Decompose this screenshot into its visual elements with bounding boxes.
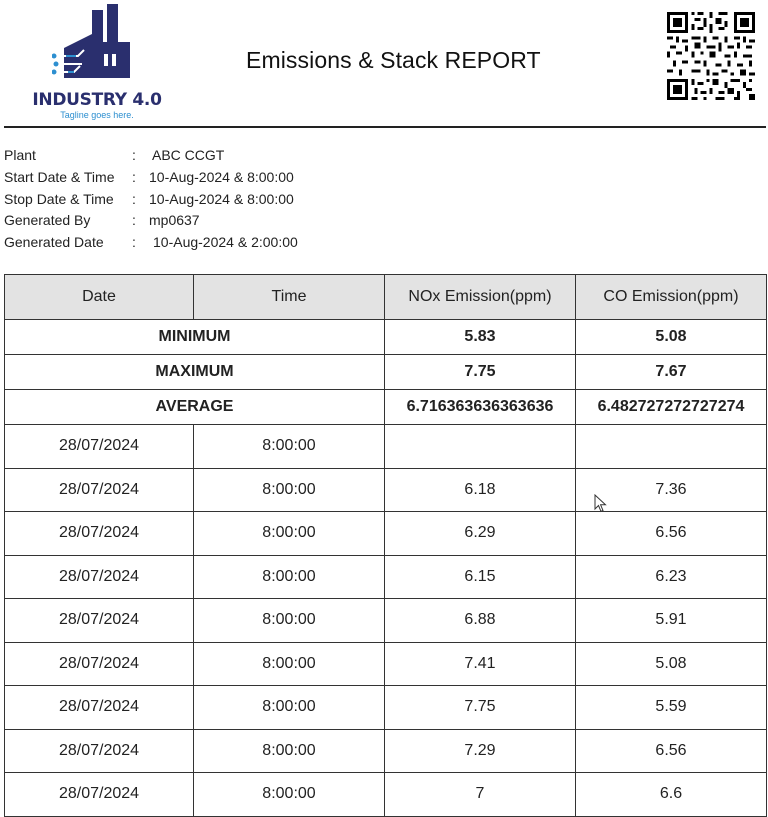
stat-row-average	[5, 390, 767, 425]
cell-time: 8:00:00	[194, 729, 385, 773]
table-row	[5, 773, 767, 817]
cell-nox: 6.15	[385, 555, 576, 599]
cell-date: 28/07/2024	[5, 468, 194, 512]
meta-colon: :	[132, 234, 136, 251]
table-row	[5, 686, 767, 730]
stat-nox-value: 6.716363636363636	[385, 390, 576, 425]
meta-colon: :	[132, 190, 136, 207]
stat-row-minimum	[5, 320, 767, 355]
cell-co: 6.23	[576, 555, 767, 599]
table-header-row	[5, 275, 767, 320]
meta-value: 10-Aug-2024 & 2:00:00	[153, 234, 298, 251]
meta-value: 10-Aug-2024 & 8:00:00	[149, 168, 294, 185]
meta-colon: :	[132, 168, 136, 185]
meta-colon: :	[132, 212, 136, 229]
brand-tagline: Tagline goes here.	[60, 110, 134, 120]
meta-value: 10-Aug-2024 & 8:00:00	[149, 190, 294, 207]
stat-label: AVERAGE	[5, 390, 385, 425]
cell-time: 8:00:00	[194, 773, 385, 817]
cell-nox: 7	[385, 773, 576, 817]
cell-co: 7.36	[576, 468, 767, 512]
cell-co: 5.91	[576, 599, 767, 643]
stat-co-value: 7.67	[576, 355, 767, 390]
cell-date: 28/07/2024	[5, 512, 194, 556]
cell-date: 28/07/2024	[5, 599, 194, 643]
cell-time: 8:00:00	[194, 642, 385, 686]
cell-co: 6.56	[576, 512, 767, 556]
cell-nox: 7.75	[385, 686, 576, 730]
table-row	[5, 642, 767, 686]
qr-code-icon	[667, 12, 755, 100]
stat-label: MINIMUM	[5, 320, 385, 355]
stat-co-value: 5.08	[576, 320, 767, 355]
stat-nox-value: 5.83	[385, 320, 576, 355]
cell-nox: 7.29	[385, 729, 576, 773]
cell-nox: 6.18	[385, 468, 576, 512]
cell-time: 8:00:00	[194, 555, 385, 599]
meta-label: Generated Date	[4, 234, 104, 251]
table-row	[5, 599, 767, 643]
cell-nox: 6.88	[385, 599, 576, 643]
column-header-date: Date	[5, 275, 194, 320]
cell-nox: 6.29	[385, 512, 576, 556]
cell-date: 28/07/2024	[5, 642, 194, 686]
report-header	[0, 0, 768, 128]
header-divider	[4, 126, 766, 128]
meta-label: Start Date & Time	[4, 168, 115, 185]
cell-time: 8:00:00	[194, 512, 385, 556]
table-row	[5, 512, 767, 556]
cell-time: 8:00:00	[194, 686, 385, 730]
meta-value: mp0637	[149, 212, 200, 229]
cell-co: 6.6	[576, 773, 767, 817]
table-row	[5, 729, 767, 773]
cell-co: 5.59	[576, 686, 767, 730]
stat-nox-value: 7.75	[385, 355, 576, 390]
cell-time: 8:00:00	[194, 425, 385, 469]
column-header-time: Time	[194, 275, 385, 320]
stat-co-value: 6.482727272727274	[576, 390, 767, 425]
column-header-co: CO Emission(ppm)	[576, 275, 767, 320]
cell-co	[576, 425, 767, 469]
cell-date: 28/07/2024	[5, 555, 194, 599]
stat-row-maximum	[5, 355, 767, 390]
report-title: Emissions & Stack REPORT	[246, 47, 541, 73]
cell-co: 5.08	[576, 642, 767, 686]
table-row	[5, 425, 767, 469]
cell-date: 28/07/2024	[5, 425, 194, 469]
cell-nox: 7.41	[385, 642, 576, 686]
cell-nox	[385, 425, 576, 469]
cell-time: 8:00:00	[194, 599, 385, 643]
meta-label: Plant	[4, 147, 36, 163]
column-header-nox: NOx Emission(ppm)	[385, 275, 576, 320]
emissions-table	[4, 274, 767, 817]
meta-label: Stop Date & Time	[4, 190, 114, 207]
brand-name: INDUSTRY 4.0	[32, 90, 162, 110]
cell-co: 6.56	[576, 729, 767, 773]
meta-label: Generated By	[4, 212, 91, 229]
meta-value: ABC CCGT	[152, 147, 225, 163]
company-logo	[22, 4, 172, 122]
cell-date: 28/07/2024	[5, 686, 194, 730]
cell-time: 8:00:00	[194, 468, 385, 512]
table-row	[5, 555, 767, 599]
factory-logo-icon	[52, 4, 132, 84]
table-row	[5, 468, 767, 512]
cell-date: 28/07/2024	[5, 773, 194, 817]
meta-colon: :	[132, 147, 136, 163]
cell-date: 28/07/2024	[5, 729, 194, 773]
stat-label: MAXIMUM	[5, 355, 385, 390]
mouse-pointer-icon	[594, 494, 608, 514]
